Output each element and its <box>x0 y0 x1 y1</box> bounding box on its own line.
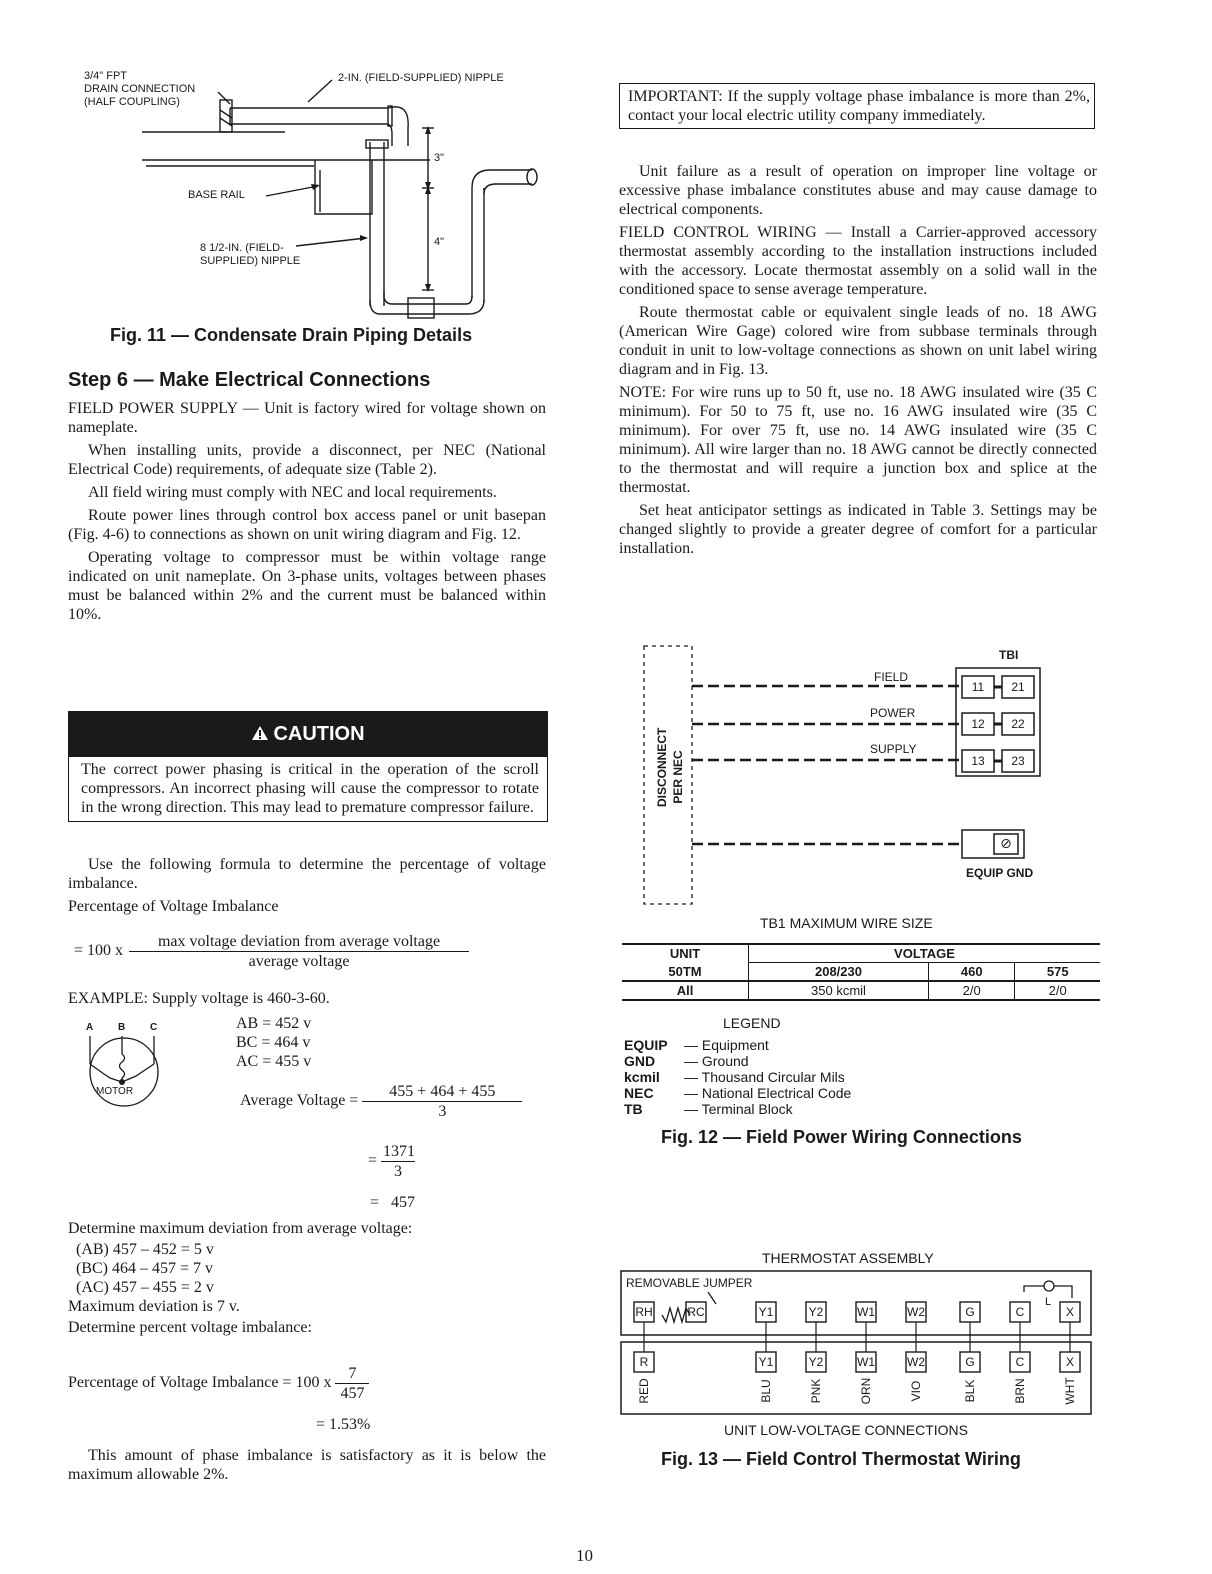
para-route-power: Route power lines through control box access panel or unit basepan (Fig. 4-6) to connections as shown on unit wiring diagram and Fig. 12. <box>68 507 546 543</box>
supply-label: SUPPLY <box>870 742 917 756</box>
wire-color-pnk: PNK <box>809 1378 823 1404</box>
max-dev-intro: Determine maximum deviation from average voltage: <box>68 1220 413 1237</box>
wire-color-blk: BLK <box>963 1379 977 1403</box>
power-label: POWER <box>870 706 916 720</box>
terminal-12: 12 <box>971 717 985 731</box>
legend-desc: — National Electrical Code <box>684 1085 852 1101</box>
th-voltage: VOLTAGE <box>749 944 1101 963</box>
para-disconnect: When installing units, provide a disconnect, per NEC (National Electrical Code) requirements, of adequate size (Table 2). <box>68 442 546 478</box>
l-label: L <box>1045 1296 1052 1308</box>
top-terminal-label-w2: W2 <box>907 1305 925 1319</box>
legend-abbr: kcmil <box>624 1069 660 1085</box>
terminal-11: 11 <box>971 680 985 694</box>
warning-triangle-icon <box>251 712 269 758</box>
motor-diagram <box>74 1022 184 1112</box>
bottom-terminal-label-c: C <box>1015 1355 1025 1369</box>
para-field-power: FIELD POWER SUPPLY — Unit is factory wired for voltage shown on nameplate. <box>68 400 546 436</box>
legend-desc: — Thousand Circular Mils <box>684 1069 845 1085</box>
legend-row <box>624 1101 851 1117</box>
avg-numerator: 455 + 464 + 455 <box>362 1082 522 1102</box>
para-operating-voltage: Operating voltage to compressor must be within voltage range indicated on unit nameplate. On 3-phase units, voltages between phases must be balanced within 2% and the current must be balanced within 10%. <box>68 549 546 623</box>
avg-fraction <box>362 1082 522 1121</box>
legend-abbr: TB <box>624 1101 643 1117</box>
wire-color-vio: VIO <box>909 1380 923 1402</box>
wire-color-orn: ORN <box>859 1377 873 1405</box>
top-terminal-label-g: G <box>965 1305 975 1319</box>
motor-center-dot <box>119 1079 125 1085</box>
fig11-diagram <box>70 62 550 324</box>
right-body <box>619 162 1097 562</box>
dev-bc: (BC) 464 – 457 = 7 v <box>76 1260 214 1277</box>
per-nec-label: PER NEC <box>671 750 685 804</box>
para-route-thermostat: Route thermostat cable or equivalent single leads of no. 18 AWG (American Wire Gage) colored wire from subbase terminals through conduit in unit to low-voltage connections as shown on unit label wiring diagram and in Fig. 13. <box>619 304 1097 378</box>
terminal-22: 22 <box>1011 717 1025 731</box>
voltage-ac: AC = 455 v <box>236 1053 312 1070</box>
field-label: FIELD <box>874 670 909 684</box>
table-row <box>622 981 1100 1000</box>
top-terminal-label-x: X <box>1065 1305 1074 1319</box>
dev-ab: (AB) 457 – 452 = 5 v <box>76 1241 214 1258</box>
pct-denominator: 457 <box>340 1385 365 1402</box>
label-base-rail: BASE RAIL <box>188 189 245 201</box>
imbalance-formula <box>74 932 469 971</box>
avg-denominator: 3 <box>438 1103 447 1120</box>
bottom-terminal-label-w1: W1 <box>857 1355 875 1369</box>
formula-fraction <box>129 932 469 971</box>
th-460: 460 <box>928 963 1014 982</box>
sum-equals: = <box>368 1152 378 1170</box>
bottom-terminal-label-x: X <box>1065 1355 1074 1369</box>
para-field-control: FIELD CONTROL WIRING — Install a Carrier-approved accessory thermostat assembly according to the installation instructions included with the accessory. Locate thermostat assembly on a solid wall in the conditioned space to sense average temperature. <box>619 224 1097 298</box>
legend-abbr: EQUIP <box>624 1037 668 1053</box>
th-208-230: 208/230 <box>749 963 929 982</box>
bottom-terminal-label-g: G <box>965 1355 975 1369</box>
formula-denominator: average voltage <box>248 953 350 970</box>
legend-title: LEGEND <box>723 1015 781 1031</box>
top-terminal-label-c: C <box>1015 1305 1025 1319</box>
sum-fraction-line <box>368 1142 415 1181</box>
sum-fraction <box>381 1142 415 1181</box>
td-all: All <box>622 981 749 1000</box>
caution-box <box>68 711 548 822</box>
th-50tm: 50TM <box>622 963 749 982</box>
pct-numerator: 7 <box>335 1364 369 1384</box>
legend-desc: — Ground <box>684 1053 749 1069</box>
terminal-21: 21 <box>1011 680 1025 694</box>
para-heat-anticipator: Set heat anticipator settings as indicated in Table 3. Settings may be changed slightly to provide a greater degree of comfort for a particular installation. <box>619 502 1097 557</box>
deviation-section <box>68 1219 546 1337</box>
wire-color-brn: BRN <box>1013 1378 1027 1404</box>
bottom-terminal-label-y1: Y1 <box>758 1355 774 1369</box>
fig13-diagram <box>620 1270 1098 1420</box>
pct-label: Percentage of Voltage Imbalance = 100 x <box>68 1374 332 1392</box>
para-conclusion: This amount of phase imbalance is satisfactory as it is below the maximum allowable 2%. <box>68 1447 546 1483</box>
formula-numerator: max voltage deviation from average voltage <box>129 932 469 952</box>
fig12-caption: Fig. 12 — Field Power Wiring Connections <box>661 1127 1022 1147</box>
sum-numerator: 1371 <box>383 1143 416 1160</box>
formula-label: Percentage of Voltage Imbalance <box>68 898 279 915</box>
avg-label: Average Voltage = <box>240 1092 359 1110</box>
example-voltages <box>236 1014 311 1071</box>
legend-abbr: NEC <box>624 1085 654 1101</box>
legend-row <box>624 1085 851 1101</box>
wire-size-title: TB1 MAXIMUM WIRE SIZE <box>760 915 933 931</box>
wire-color-red: RED <box>637 1378 651 1404</box>
th-575: 575 <box>1046 964 1069 979</box>
fig12-diagram <box>640 640 1090 910</box>
thermostat-assembly-title: THERMOSTAT ASSEMBLY <box>762 1250 934 1266</box>
bottom-terminal-label-w2: W2 <box>907 1355 925 1369</box>
pct-intro: Determine percent voltage imbalance: <box>68 1319 312 1336</box>
caution-title: CAUTION <box>273 723 365 745</box>
voltage-bc: BC = 464 v <box>236 1034 311 1051</box>
legend-row <box>624 1069 851 1085</box>
para-formula-intro: Use the following formula to determine the percentage of voltage imbalance. <box>68 856 546 892</box>
step6-body <box>68 399 546 628</box>
pct-formula <box>68 1364 369 1403</box>
example-line: EXAMPLE: Supply voltage is 460-3-60. <box>68 990 330 1007</box>
td-350kcmil: 350 kcmil <box>749 981 929 1000</box>
conclusion <box>68 1446 546 1488</box>
wire-color-blu: BLU <box>759 1379 773 1403</box>
legend-desc: — Equipment <box>684 1037 769 1053</box>
important-box: IMPORTANT: If the supply voltage phase imbalance is more than 2%, contact your local electric utility company immediately. <box>619 83 1095 129</box>
wire-size-table <box>622 943 1100 1001</box>
average-voltage-formula <box>240 1082 522 1121</box>
motor-drawing <box>74 1022 184 1112</box>
phase-c: C <box>150 1022 158 1033</box>
top-terminal-label-rc: RC <box>687 1305 705 1319</box>
bottom-terminal-label-r: R <box>639 1355 649 1369</box>
wire-color-wht: WHT <box>1063 1377 1077 1405</box>
phase-b: B <box>118 1022 126 1033</box>
top-terminal-label-y2: Y2 <box>808 1305 824 1319</box>
terminal-13: 13 <box>971 754 985 768</box>
bottom-terminal-label-y2: Y2 <box>808 1355 824 1369</box>
voltage-ab: AB = 452 v <box>236 1015 312 1032</box>
page-number: 10 <box>576 1546 593 1565</box>
motor-label: MOTOR <box>96 1086 134 1097</box>
pct-result: = 1.53% <box>316 1416 371 1433</box>
legend-desc: — Terminal Block <box>684 1101 793 1117</box>
label-8in-nipple-2: SUPPLIED) NIPPLE <box>200 255 301 267</box>
label-half-coupling: (HALF COUPLING) <box>84 96 180 108</box>
para-note: NOTE: For wire runs up to 50 ft, use no. 18 AWG insulated wire (35 C minimum). For 50 to 75 ft, use no. 16 AWG insulated wire (35 C minimum). For over 75 ft, use no. 14 AWG insulated wire (35 C minimum). All wire larger than no. 18 AWG cannot be directly connected to the thermostat and will require a junction box and splice at the thermostat. <box>619 384 1097 496</box>
dim-4in: 4" <box>434 236 445 248</box>
legend-table <box>624 1037 851 1117</box>
phase-a: A <box>86 1022 94 1033</box>
ground-terminal-icon: ⊘ <box>1000 835 1012 851</box>
avg-result: = 457 <box>370 1194 416 1211</box>
dev-ac: (AC) 457 – 455 = 2 v <box>76 1279 214 1296</box>
dim-3in: 3" <box>434 152 445 164</box>
top-terminal-label-w1: W1 <box>857 1305 875 1319</box>
fig11-caption: Fig. 11 — Condensate Drain Piping Details <box>110 325 473 345</box>
unit-low-voltage-label: UNIT LOW-VOLTAGE CONNECTIONS <box>724 1422 968 1438</box>
para-unit-failure: Unit failure as a result of operation on improper line voltage or excessive phase imbalance constitutes abuse and may cause damage to electrical components. <box>619 163 1097 218</box>
legend-row <box>624 1053 851 1069</box>
equip-gnd-label: EQUIP GND <box>966 866 1034 880</box>
label-8in-nipple-1: 8 1/2-IN. (FIELD- <box>200 242 284 254</box>
fig13-caption: Fig. 13 — Field Control Thermostat Wiring <box>661 1449 1021 1469</box>
top-terminal-label-y1: Y1 <box>758 1305 774 1319</box>
pct-fraction <box>335 1364 369 1403</box>
caution-text: The correct power phasing is critical in the operation of the scroll compressors. An incorrect phasing will cause the compressor to rotate in the wrong direction. This may lead to premature compressor failure. <box>68 757 548 822</box>
tb-label: TBI <box>999 648 1019 662</box>
caution-header <box>68 711 548 757</box>
top-terminal-label-rh: RH <box>635 1305 653 1319</box>
disconnect-label: DISCONNECT <box>655 727 669 807</box>
td-575-size: 2/0 <box>1048 983 1067 998</box>
formula-prefix: = 100 x <box>74 942 124 960</box>
max-deviation: Maximum deviation is 7 v. <box>68 1298 240 1315</box>
td-460-size: 2/0 <box>928 981 1014 1000</box>
removable-jumper-label: REMOVABLE JUMPER <box>626 1276 753 1290</box>
legend-abbr: GND <box>624 1053 656 1069</box>
formula-intro <box>68 855 546 920</box>
step6-heading: Step 6 — Make Electrical Connections <box>68 369 431 391</box>
legend-row <box>624 1037 851 1053</box>
sum-denominator: 3 <box>394 1163 403 1180</box>
th-unit: UNIT <box>622 944 749 963</box>
terminal-23: 23 <box>1011 754 1025 768</box>
label-2in-nipple: 2-IN. (FIELD-SUPPLIED) NIPPLE <box>338 72 504 84</box>
label-fpt: 3/4" FPT <box>84 70 128 82</box>
label-drain-connection: DRAIN CONNECTION <box>84 83 196 95</box>
para-nec: All field wiring must comply with NEC and local requirements. <box>88 484 497 501</box>
